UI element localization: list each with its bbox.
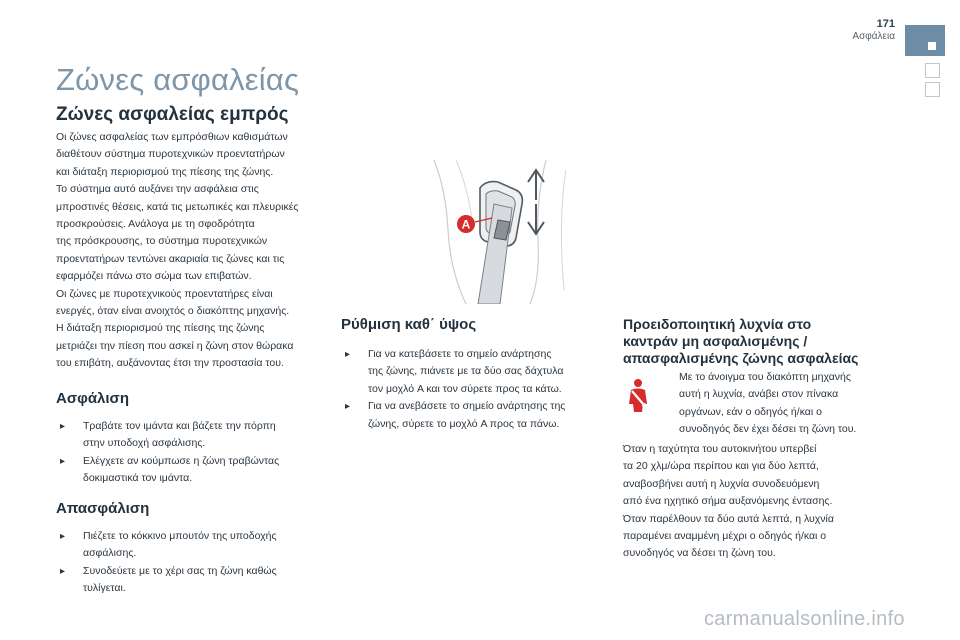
- seatbelt-height-adjuster-illustration: [426, 160, 576, 304]
- list-item: [56, 418, 279, 453]
- text-line: ζώνης, σύρετε το μοχλό A προς τα πάνω.: [368, 417, 560, 430]
- heading-line: απασφαλισμένης ζώνης ασφαλείας: [623, 350, 859, 366]
- warning-paragraph: [623, 441, 834, 563]
- section-name: Ασφάλεια: [852, 31, 895, 42]
- text-line: Το σύστημα αυτό αυξάνει την ασφάλεια στις: [56, 183, 259, 196]
- chapter-tab[interactable]: [925, 63, 940, 78]
- text-line: της πρόσκρουσης, το σύστημα πυροτεχνικών: [56, 235, 268, 248]
- text-line: Οι ζώνες με πυροτεχνικούς προεντατήρες είναι: [56, 287, 273, 300]
- tab-marker-icon: [928, 42, 936, 50]
- text-line: Όταν η ταχύτητα του αυτοκινήτου υπερβεί: [623, 443, 817, 455]
- section-heading-locking: Ασφάλιση: [56, 390, 129, 407]
- list-item: [56, 453, 279, 488]
- text-line: δοκιμαστικά τον ιμάντα.: [83, 472, 193, 485]
- text-line: παραμένει αναμμένη μέχρι ο οδηγός ή/και ο: [623, 530, 827, 543]
- text-line: και διάταξη περιορισμού της πίεσης της ζώνης.: [56, 165, 274, 178]
- text-line: Η διάταξη περιορισμού της πίεσης της ζώνης: [56, 322, 265, 335]
- text-line: Όταν παρέλθουν τα δύο αυτά λεπτά, η λυχνία: [623, 512, 834, 525]
- section-heading-front: Ζώνες ασφαλείας εμπρός: [56, 104, 289, 125]
- warning-icon-text: [679, 369, 856, 439]
- text-line: συνοδηγός να δέσει τη ζώνη του.: [623, 547, 776, 560]
- text-line: στην υποδοχή ασφάλισης.: [83, 437, 206, 450]
- heading-line: Προειδοποιητική λυχνία στο: [623, 316, 812, 332]
- locking-list: [56, 418, 279, 488]
- text-line: Πιέζετε το κόκκινο μπουτόν της υποδοχής: [83, 530, 277, 542]
- text-line: αυτή η λυχνία, ανάβει στον πίνακα: [679, 388, 839, 401]
- unlocking-list: [56, 528, 277, 598]
- text-line: Ελέγχετε αν κούμπωσε η ζώνη τραβώντας: [83, 454, 280, 467]
- bullet-icon: ▸: [60, 531, 66, 542]
- text-line: Για να κατεβάσετε το σημείο ανάρτησης: [368, 348, 552, 360]
- text-line: προσκρούσεις. Ανάλογα με τη σφοδρότητα: [56, 218, 255, 231]
- bullet-icon: ▸: [60, 455, 66, 467]
- section-heading-warning: [623, 316, 903, 367]
- list-item: [56, 528, 277, 563]
- bullet-icon: ▸: [60, 421, 66, 432]
- height-list: [341, 346, 565, 433]
- bullet-icon: ▸: [60, 565, 66, 577]
- text-line: από ένα ηχητικό σήμα αυξανόμενης έντασης.: [623, 495, 833, 508]
- text-line: αναβοσβήνει αυτή η λυχνία συνοδευόμενη: [623, 477, 820, 490]
- text-line: προεντατήρων τεντώνει ακαριαία τις ζώνες και τις: [56, 252, 285, 265]
- chapter-tab[interactable]: [925, 82, 940, 97]
- bullet-icon: ▸: [345, 349, 351, 360]
- text-line: τον μοχλό A και τον σύρετε προς τα κάτω.: [368, 382, 562, 395]
- text-line: Οι ζώνες ασφαλείας των εμπρόσθιων καθισμάτων: [56, 131, 288, 143]
- section-heading-unlocking: Απασφάλιση: [56, 500, 150, 517]
- seatbelt-warning-icon: [623, 378, 653, 414]
- list-item: [56, 563, 277, 598]
- text-line: Για να ανεβάσετε το σημείο ανάρτησης της: [368, 400, 566, 413]
- page-title: Ζώνες ασφαλείας: [56, 62, 300, 97]
- text-line: Τραβάτε τον ιμάντα και βάζετε την πόρπη: [83, 420, 276, 432]
- text-line: οργάνων, εάν ο οδηγός ή/και ο: [679, 405, 822, 418]
- text-line: διαθέτουν σύστημα πυροτεχνικών προεντατήρων: [56, 148, 285, 161]
- text-line: Με το άνοιγμα του διακόπτη μηχανής: [679, 371, 851, 383]
- page-number: 171: [876, 18, 895, 30]
- chapter-tab-active[interactable]: [905, 25, 945, 56]
- text-line: τυλίγεται.: [83, 582, 126, 595]
- text-line: του επιβάτη, αυξάνοντας έτσι την προστασία του.: [56, 357, 284, 370]
- text-line: μετριάζει την πίεση που ασκεί η ζώνη στον θώρακα: [56, 339, 294, 352]
- front-paragraph: [56, 129, 298, 373]
- text-line: ενεργές, όταν είναι ανοιχτός ο διακόπτης μηχανής.: [56, 305, 290, 318]
- text-line: συνοδηγός δεν έχει δέσει τη ζώνη του.: [679, 423, 857, 436]
- heading-line: καντράν μη ασφαλισμένης /: [623, 333, 808, 349]
- list-item: [341, 346, 565, 398]
- text-line: Συνοδεύετε με το χέρι σας τη ζώνη καθώς: [83, 564, 277, 577]
- text-line: μπροστινές θέσεις, κατά τις μετωπικές και πλευρικές: [56, 200, 299, 213]
- text-line: ασφάλισης.: [83, 547, 137, 560]
- bullet-icon: ▸: [345, 401, 351, 413]
- text-line: τα 20 χλμ/ώρα περίπου και για δύο λεπτά,: [623, 460, 819, 473]
- illustration-label: A: [461, 217, 471, 232]
- text-line: εφαρμόζει πάνω στο σώμα των επιβατών.: [56, 270, 252, 283]
- section-heading-height: Ρύθμιση καθ΄ ύψος: [341, 316, 477, 333]
- watermark: carmanualsonline.info: [704, 608, 905, 630]
- text-line: της ζώνης, πιάνετε με τα δύο σας δάχτυλα: [368, 365, 564, 378]
- list-item: [341, 398, 565, 433]
